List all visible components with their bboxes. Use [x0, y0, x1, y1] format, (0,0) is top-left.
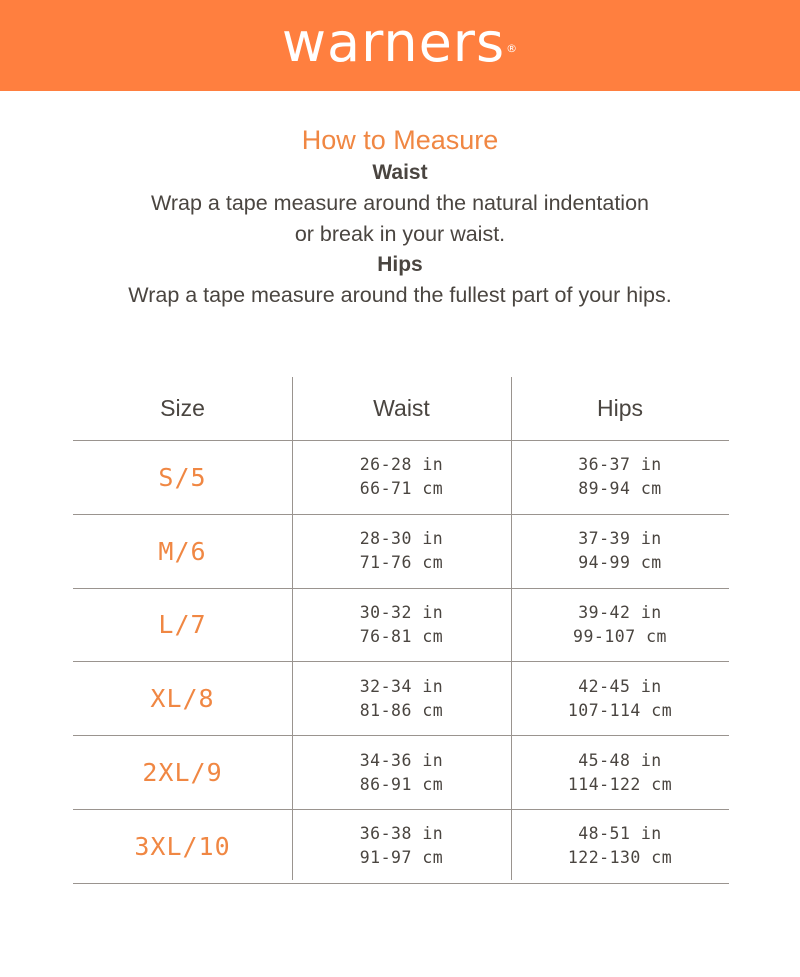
table-row [73, 441, 729, 515]
waist-cm: 86-91 cm [359, 774, 444, 794]
hips-inches: 48-51 in [578, 824, 662, 844]
size-label: M/6 [158, 536, 207, 566]
table-row [73, 515, 729, 589]
header-size: Size [160, 395, 205, 421]
hips-measurement [568, 675, 672, 723]
size-label: XL/8 [150, 684, 215, 714]
hips-inches: 45-48 in [578, 750, 662, 770]
table-row [73, 810, 729, 884]
waist-cm: 71-76 cm [359, 553, 444, 573]
hips-heading: Hips [377, 253, 423, 276]
warners-logo [0, 8, 800, 78]
waist-inches: 36-38 in [359, 824, 444, 844]
waist-inches: 32-34 in [359, 676, 444, 696]
waist-measurement [360, 675, 443, 723]
hips-cm: 99-107 cm [573, 626, 667, 646]
waist-inches: 34-36 in [359, 750, 444, 770]
hips-cm: 107-114 cm [567, 700, 673, 720]
hips-cm: 122-130 cm [567, 848, 673, 868]
size-label: 3XL/10 [134, 831, 231, 861]
header-waist: Waist [373, 395, 430, 421]
waist-heading: Waist [372, 161, 428, 184]
waist-measurement [360, 749, 443, 797]
hips-cm: 94-99 cm [578, 553, 662, 573]
measure-instructions [0, 122, 800, 311]
hips-inches: 42-45 in [578, 676, 662, 696]
waist-cm: 91-97 cm [359, 848, 444, 868]
page-title: How to Measure [301, 125, 499, 155]
hips-cm: 89-94 cm [578, 479, 662, 499]
hips-cm: 114-122 cm [567, 774, 673, 794]
table-row [73, 736, 729, 810]
table-row [73, 662, 729, 736]
hips-measurement [578, 453, 661, 501]
size-label: S/5 [158, 462, 207, 492]
hips-measurement [568, 749, 672, 797]
waist-inches: 28-30 in [359, 529, 444, 549]
waist-measurement [360, 527, 443, 575]
waist-cm: 66-71 cm [359, 479, 444, 499]
waist-instruction: Wrap a tape measure around the natural indentation or break in your waist. [150, 191, 650, 246]
waist-measurement [360, 822, 443, 870]
hips-instruction: Wrap a tape measure around the fullest part of your hips. [128, 283, 672, 307]
hips-inches: 36-37 in [578, 455, 662, 475]
waist-measurement [360, 453, 443, 501]
waist-inches: 30-32 in [359, 602, 444, 622]
table-header-row [73, 377, 729, 441]
waist-cm: 76-81 cm [359, 626, 444, 646]
size-label: L/7 [158, 610, 207, 640]
size-label: 2XL/9 [142, 758, 223, 788]
hips-measurement [568, 822, 672, 870]
table-row [73, 589, 729, 663]
hips-inches: 37-39 in [578, 529, 662, 549]
logo-text: warners [281, 11, 506, 74]
size-chart-table [73, 377, 729, 884]
waist-cm: 81-86 cm [359, 700, 444, 720]
waist-inches: 26-28 in [359, 455, 444, 475]
registered-mark: ® [506, 42, 519, 55]
hips-measurement [578, 527, 661, 575]
hips-measurement [573, 601, 667, 649]
waist-measurement [360, 601, 443, 649]
header-hips: Hips [596, 395, 643, 421]
hips-inches: 39-42 in [578, 602, 662, 622]
brand-header [0, 0, 800, 91]
